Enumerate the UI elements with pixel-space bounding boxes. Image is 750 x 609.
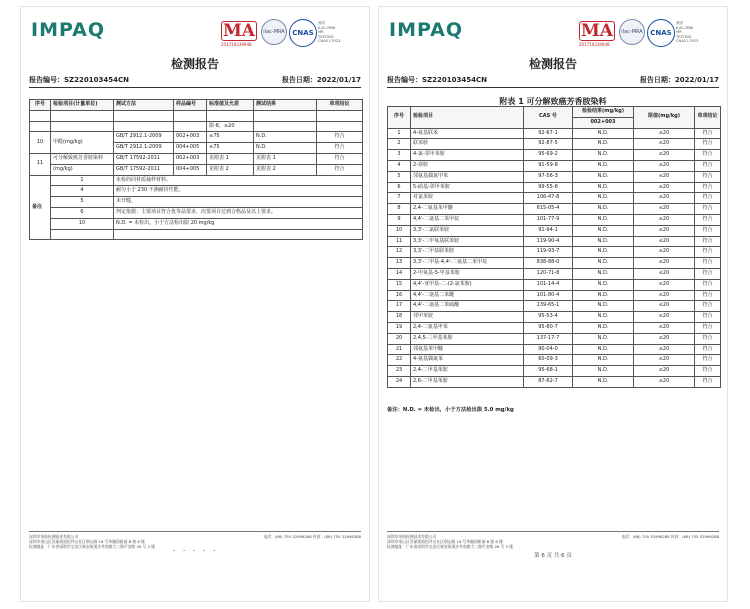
table-row: [388, 268, 721, 279]
cell-result: N.D.: [573, 150, 634, 161]
cell-result: N.D.: [573, 366, 634, 377]
cell-limit: ≤20: [634, 301, 695, 312]
cell-no: 19: [388, 322, 411, 333]
table-row: [388, 128, 721, 139]
cell-item: 邻氨基偶氮甲苯: [411, 171, 524, 182]
cell-conclusion: 符合: [695, 258, 721, 269]
cell-result: N.D.: [573, 225, 634, 236]
cell-no: 7: [388, 193, 411, 204]
cell-cas: 119-93-7: [524, 247, 573, 258]
report-meta: 报告编号：SZ220103454CN 报告日期：2022/01/17: [29, 75, 361, 88]
ilac-mra-icon: ilac-MRA: [619, 19, 645, 45]
cell-cas: 101-80-4: [524, 290, 573, 301]
accreditation-logos: [579, 17, 719, 53]
cell-cas: 95-69-2: [524, 150, 573, 161]
cell-limit: ≤20: [634, 193, 695, 204]
cell-item: 3,3'-二甲基-4,4'-二氨基二苯甲烷: [411, 258, 524, 269]
table-row: [388, 236, 721, 247]
cell-item: 2,4-二氨基苯甲醚: [411, 204, 524, 215]
remark-row: 4 耐匀小于 230 不测耐折性能。: [30, 186, 363, 197]
cma-seal: MA 201719339948: [221, 21, 255, 47]
cell-conclusion: 符合: [695, 150, 721, 161]
table-row: [388, 139, 721, 150]
table-row: [388, 355, 721, 366]
cell-item: 4-氯-邻甲苯胺: [411, 150, 524, 161]
cell-no: 4: [388, 160, 411, 171]
cell-limit: ≤20: [634, 214, 695, 225]
cell-limit: ≤20: [634, 290, 695, 301]
table-row: [388, 366, 721, 377]
cell-result: N.D.: [573, 258, 634, 269]
table-row: [388, 247, 721, 258]
cell-cas: 139-65-1: [524, 301, 573, 312]
cell-limit: ≤20: [634, 150, 695, 161]
cell-item: 4-氨基联苯: [411, 128, 524, 139]
cell-cas: 92-67-1: [524, 128, 573, 139]
table-row: [388, 182, 721, 193]
remark-row: 5 未开缝。: [30, 197, 363, 208]
cell-item: 3,3'-二甲氧基联苯胺: [411, 236, 524, 247]
cell-item: 4,4'-二氨基二苯硫醚: [411, 301, 524, 312]
page-footer: 深圳市英柏检测技术有限公司 深圳市南山区西丽街道松坪山社区朗山路 16 号华瀚创新园 B 座 6 楼 检测地址：广东省深圳市宝安区新安街道沙井南路大二路平安路 26 号 3 楼 电话：(86) 755 32998288 传真：(86) 755 32998288: [29, 531, 361, 549]
cell-conclusion: 符合: [695, 290, 721, 301]
cell-cas: 92-87-5: [524, 139, 573, 150]
cell-conclusion: 符合: [695, 366, 721, 377]
report-number: SZ220103454CN: [422, 76, 487, 84]
cell-no: 11: [388, 236, 411, 247]
remark-row: [30, 229, 363, 240]
cell-limit: ≤20: [634, 171, 695, 182]
page-footer: 深圳市英柏检测技术有限公司 深圳市南山区西丽街道松坪山社区朗山路 16 号华瀚创新园 B 座 6 楼 检测地址：广东省深圳市宝安区新安街道沙井南路大二路平安路 26 号 3 楼 电话：(86) 755 32998288 传真：(86) 755 32998288: [387, 531, 719, 549]
cell-result: N.D.: [573, 268, 634, 279]
cell-limit: ≤20: [634, 236, 695, 247]
cell-no: 5: [388, 171, 411, 182]
cell-item: 4-氨基偶氮苯: [411, 355, 524, 366]
report-page-left: [20, 6, 370, 602]
report-meta: 报告编号：SZ220103454CN 报告日期：2022/01/17: [387, 75, 719, 88]
table-row: [388, 204, 721, 215]
cell-cas: 87-62-7: [524, 376, 573, 387]
cnas-icon: CNAS: [289, 19, 317, 47]
company-logo: IMPAQ: [31, 19, 106, 41]
cell-limit: ≤20: [634, 160, 695, 171]
test-results-table: [29, 99, 363, 240]
cell-cas: 95-68-1: [524, 366, 573, 377]
cell-item: 4,4'-亚甲基-二-(2-氯苯胺): [411, 279, 524, 290]
cell-item: 2,4,5-三甲基苯胺: [411, 333, 524, 344]
table-row: [30, 110, 363, 121]
cell-result: N.D.: [573, 322, 634, 333]
table-row: 10 甲醛(mg/kg) GB/T 2912.1-2009 002+003 ≤75 N.D. 符合: [30, 132, 363, 143]
table-row: [388, 258, 721, 269]
report-number: SZ220103454CN: [64, 76, 129, 84]
cell-cas: 137-17-7: [524, 333, 573, 344]
cell-item: 4,4'-二氨基二苯甲烷: [411, 214, 524, 225]
cell-cas: 60-09-3: [524, 355, 573, 366]
cell-result: N.D.: [573, 247, 634, 258]
table-row: [388, 322, 721, 333]
cell-result: N.D.: [573, 128, 634, 139]
cell-result: N.D.: [573, 376, 634, 387]
table-row: [388, 160, 721, 171]
cell-conclusion: 符合: [695, 376, 721, 387]
cell-conclusion: 符合: [695, 322, 721, 333]
cell-item: 2-萘胺: [411, 160, 524, 171]
cell-no: 18: [388, 312, 411, 323]
cell-result: N.D.: [573, 312, 634, 323]
cma-seal: MA 201719339948: [579, 21, 613, 47]
cell-result: N.D.: [573, 236, 634, 247]
cell-limit: ≤20: [634, 139, 695, 150]
table-header: 序号 检验项目 CAS 号 检验结果(mg/kg) 限值(mg/kg) 单项结论: [388, 107, 721, 118]
table-row: [388, 290, 721, 301]
table-row: [388, 376, 721, 387]
cell-result: N.D.: [573, 214, 634, 225]
cell-no: 1: [388, 128, 411, 139]
cell-result: N.D.: [573, 193, 634, 204]
table-row: [388, 312, 721, 323]
cell-conclusion: 符合: [695, 193, 721, 204]
cell-limit: ≤20: [634, 344, 695, 355]
cell-limit: ≤20: [634, 258, 695, 269]
amine-results-table: [387, 106, 721, 388]
cell-no: 14: [388, 268, 411, 279]
cell-no: 2: [388, 139, 411, 150]
cell-result: N.D.: [573, 204, 634, 215]
page-marks: - - - - -: [173, 547, 219, 554]
page-title: 检测报告: [170, 57, 219, 71]
cell-result: N.D.: [573, 290, 634, 301]
cell-no: 13: [388, 258, 411, 269]
cell-limit: ≤20: [634, 279, 695, 290]
cnas-icon: CNAS: [647, 19, 675, 47]
ilac-mra-icon: ilac-MRA: [261, 19, 287, 45]
cell-limit: ≤20: [634, 366, 695, 377]
cell-item: 2-甲氧基-5-甲基苯胺: [411, 268, 524, 279]
cell-result: N.D.: [573, 344, 634, 355]
cell-conclusion: 符合: [695, 268, 721, 279]
cell-limit: ≤20: [634, 268, 695, 279]
cell-cas: 97-56-3: [524, 171, 573, 182]
cell-result: N.D.: [573, 160, 634, 171]
cell-item: 邻甲苯胺: [411, 312, 524, 323]
table-row: [388, 301, 721, 312]
cell-cas: 120-71-8: [524, 268, 573, 279]
cell-result: N.D.: [573, 279, 634, 290]
cell-item: 2,6-二甲基苯胺: [411, 376, 524, 387]
ilac-caption: 测试 ILAC-MRA MR TESTING CNAS L7923: [676, 21, 699, 44]
cell-conclusion: 符合: [695, 333, 721, 344]
cell-conclusion: 符合: [695, 279, 721, 290]
cell-no: 3: [388, 150, 411, 161]
cell-cas: 99-55-8: [524, 182, 573, 193]
cell-no: 24: [388, 376, 411, 387]
cell-item: 3,3'-二氯联苯胺: [411, 225, 524, 236]
remark-row: 备注 1 未检的同材质抽样材料。: [30, 175, 363, 186]
cell-limit: ≤20: [634, 355, 695, 366]
cell-cas: 90-04-0: [524, 344, 573, 355]
cell-limit: ≤20: [634, 128, 695, 139]
remark-note: 备注：N.D. = 未检出，小于方法检出限 5.0 mg/kg: [387, 407, 514, 413]
cell-cas: 95-80-7: [524, 322, 573, 333]
table-row: [388, 279, 721, 290]
cell-result: N.D.: [573, 139, 634, 150]
page-number: 第 6 页 共 6 页: [534, 553, 572, 559]
cell-cas: 101-77-9: [524, 214, 573, 225]
cell-no: 16: [388, 290, 411, 301]
remark-row: 10 N.D. = 未检出，小于方法检出限 20 mg/kg: [30, 218, 363, 229]
cell-item: 对氯苯胺: [411, 193, 524, 204]
ilac-caption: 测试 ILAC-MRA MR TESTING CNAS L7923: [318, 21, 341, 44]
cell-cas: 106-47-8: [524, 193, 573, 204]
table-subheader: 002+003: [388, 117, 721, 128]
cell-cas: 615-05-4: [524, 204, 573, 215]
cell-conclusion: 符合: [695, 214, 721, 225]
table-row: [388, 150, 721, 161]
table-row: 11 可分解致癌芳香胺染料 GB/T 17592-2011 002+003 见附表 1 见附表 1 符合: [30, 153, 363, 164]
cell-conclusion: 符合: [695, 128, 721, 139]
cell-conclusion: 符合: [695, 247, 721, 258]
cell-conclusion: 符合: [695, 204, 721, 215]
cell-no: 20: [388, 333, 411, 344]
accreditation-logos: [221, 17, 361, 53]
cell-no: 21: [388, 344, 411, 355]
cell-cas: 119-90-4: [524, 236, 573, 247]
cell-limit: ≤20: [634, 204, 695, 215]
cell-cas: 838-88-0: [524, 258, 573, 269]
cell-no: 17: [388, 301, 411, 312]
cell-result: N.D.: [573, 333, 634, 344]
cell-limit: ≤20: [634, 182, 695, 193]
table-row: [388, 225, 721, 236]
cell-limit: ≤20: [634, 247, 695, 258]
cell-item: 4,4'-二氨基二苯醚: [411, 290, 524, 301]
cell-no: 9: [388, 214, 411, 225]
table-row: [388, 214, 721, 225]
cell-cas: 91-59-8: [524, 160, 573, 171]
cell-conclusion: 符合: [695, 182, 721, 193]
report-page-right: [378, 6, 728, 602]
cell-limit: ≤20: [634, 312, 695, 323]
cell-limit: ≤20: [634, 333, 695, 344]
cell-limit: ≤20: [634, 376, 695, 387]
table-row: [388, 344, 721, 355]
cell-no: 10: [388, 225, 411, 236]
report-date: 2022/01/17: [316, 76, 361, 84]
cell-no: 15: [388, 279, 411, 290]
cell-conclusion: 符合: [695, 139, 721, 150]
cell-cas: 95-53-4: [524, 312, 573, 323]
cell-no: 6: [388, 182, 411, 193]
cell-item: 邻氨基苯甲醚: [411, 344, 524, 355]
cell-result: N.D.: [573, 301, 634, 312]
page-title: 检测报告: [528, 57, 577, 71]
cell-conclusion: 符合: [695, 301, 721, 312]
cell-conclusion: 符合: [695, 225, 721, 236]
cell-conclusion: 符合: [695, 344, 721, 355]
table-row: [388, 171, 721, 182]
table-row: [388, 333, 721, 344]
table-header: 序号 检验项目(计量单位) 测试方法 样品编号 标准值及允差 测试结果 单项结论: [30, 100, 363, 111]
cell-cas: 101-14-4: [524, 279, 573, 290]
appendix-title: 附表 1 可分解致癌芳香胺染料: [499, 97, 607, 106]
cell-item: 5-硝基-邻甲苯胺: [411, 182, 524, 193]
report-date: 2022/01/17: [674, 76, 719, 84]
cell-result: N.D.: [573, 355, 634, 366]
table-row: GB/T 2912.1-2009 004+005 ≤75 N.D. 符合: [30, 143, 363, 154]
cell-conclusion: 符合: [695, 312, 721, 323]
cell-item: 2,4-二甲基苯胺: [411, 366, 524, 377]
cell-item: 联苯胺: [411, 139, 524, 150]
table-row: (mg/kg) GB/T 17592-2011 004+005 见附表 2 见附表 2 符合: [30, 164, 363, 175]
cell-no: 23: [388, 366, 411, 377]
cell-cas: 91-94-1: [524, 225, 573, 236]
cell-item: 2,4-二氨基甲苯: [411, 322, 524, 333]
cell-conclusion: 符合: [695, 236, 721, 247]
cell-no: 22: [388, 355, 411, 366]
cell-conclusion: 符合: [695, 171, 721, 182]
cell-limit: ≤20: [634, 225, 695, 236]
cell-conclusion: 符合: [695, 160, 721, 171]
table-row: [388, 193, 721, 204]
table-row: 限-6，≥20: [30, 121, 363, 132]
cell-limit: ≤20: [634, 322, 695, 333]
cell-result: N.D.: [573, 182, 634, 193]
cell-no: 12: [388, 247, 411, 258]
cell-no: 8: [388, 204, 411, 215]
cell-result: N.D.: [573, 171, 634, 182]
company-logo: IMPAQ: [389, 19, 464, 41]
cell-conclusion: 符合: [695, 355, 721, 366]
cell-item: 3,3'-二甲基联苯胺: [411, 247, 524, 258]
remark-row: 6 判定依据：主要项目符合优等品要求，次要项目达到合格品及以上要求。: [30, 207, 363, 218]
